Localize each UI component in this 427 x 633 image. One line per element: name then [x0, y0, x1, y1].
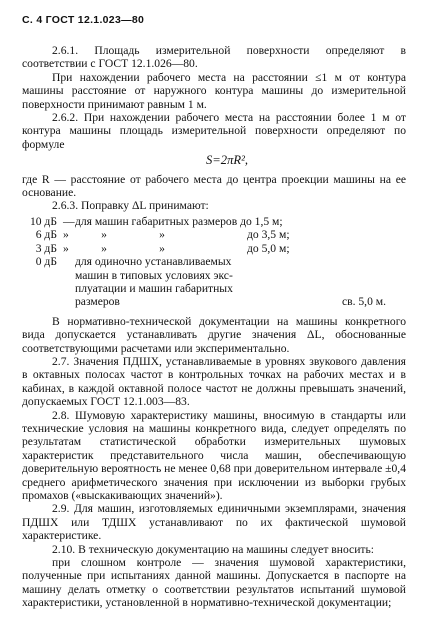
correction-row — [22, 242, 406, 255]
correction-note-text: размеров — [75, 295, 120, 309]
paragraph-2-10: 2.10. В техническую документацию на машины следует вносить: — [52, 542, 374, 556]
correction-db: 10 дБ — [29, 214, 57, 228]
correction-list — [22, 215, 406, 309]
paragraph-where: где R — расстояние от рабочего места до центра проекции машины на ее основание. — [22, 172, 406, 200]
paragraph-serial-control: при слошном контроле — значения шумовой характеристики, полученные при испытаниях данной машины. Допускается в паспорте на машину делать отметку о соответствии результатов испытаний шумовой характеристики, установленной в нормативно-технической документации; — [22, 556, 406, 610]
paragraph-docs: В нормативно-технической документации на машины конкретного вида допускается устанавливать другие значения ΔL, обоснованные соответствующими расчетами или экспериментально. — [22, 314, 406, 355]
page-header: С. 4 ГОСТ 12.1.023—80 — [22, 14, 145, 26]
correction-text: для одиночно устанавливаемых — [75, 255, 232, 269]
paragraph-2-6-2: 2.6.2. При нахождении рабочего места на расстоянии более 1 м от контура машины площадь измерительной поверхности определяют по формуле — [22, 111, 406, 151]
ditto-mark: » — [63, 241, 69, 255]
paragraph-2-6-3: 2.6.3. Поправку ΔL принимают: — [52, 199, 209, 213]
correction-text: для машин габаритных размеров до 1,5 м; — [75, 214, 283, 228]
area-formula: S=2πR², — [205, 153, 249, 168]
correction-value: до 5,0 м; — [247, 241, 290, 255]
dash: — — [63, 214, 75, 228]
correction-note-last — [22, 295, 406, 308]
ditto-mark: » — [159, 241, 165, 255]
ditto-mark: » — [159, 228, 165, 242]
page-body — [22, 44, 406, 610]
paragraph-2-8: 2.8. Шумовую характеристику машины, вносимую в стандарты или технические условия на машины конкретного вида, следует определять по результатам статистической обработки измерительных шумовых характеристик представительного числа машин, обеспечивающую доверительную вероятность не менее 0,68 при доверительном интервале ±0,4 среднего арифметического значения при исключении из выборки грубых промахов («выскакивающих значений»). — [22, 408, 406, 502]
correction-note-line: плуатации и машин габаритных — [75, 281, 233, 295]
correction-note-line: машин в типовых условиях экс- — [75, 268, 233, 282]
correction-value: до 3,5 м; — [247, 228, 290, 242]
paragraph-2-9: 2.9. Для машин, изготовляемых единичными экземплярами, значения ПДШХ или ТДШХ устанавливают по их фактической шумовой характеристике. — [22, 502, 406, 543]
paragraph-near-distance: При нахождении рабочего места на расстоянии ≤1 м от контура машины расстояние от наружного контура машины до измерительной поверхности принимают равным 1 м. — [22, 70, 406, 111]
paragraph-2-7: 2.7. Значения ПДШХ, устанавливаемые в уровнях звукового давления в октавных полосах частот в контрольных точках на рабочих местах и в кабинах, в каждой октавной полосе частот не должны превышать значений, допускаемых ГОСТ 12.1.003—83. — [22, 354, 406, 409]
ditto-mark: » — [101, 241, 107, 255]
correction-row — [22, 228, 406, 241]
correction-note-value: св. 5,0 м. — [341, 295, 386, 309]
correction-db: 6 дБ — [35, 228, 57, 242]
paragraph-2-6-1: 2.6.1. Площадь измерительной поверхности определяют в соответствии с ГОСТ 12.1.026—80. — [22, 44, 406, 71]
correction-row — [22, 255, 406, 268]
correction-db: 3 дБ — [35, 241, 57, 255]
correction-db: 0 дБ — [35, 255, 57, 269]
ditto-mark: » — [101, 228, 107, 242]
ditto-mark: » — [63, 228, 69, 242]
correction-row — [22, 215, 406, 228]
